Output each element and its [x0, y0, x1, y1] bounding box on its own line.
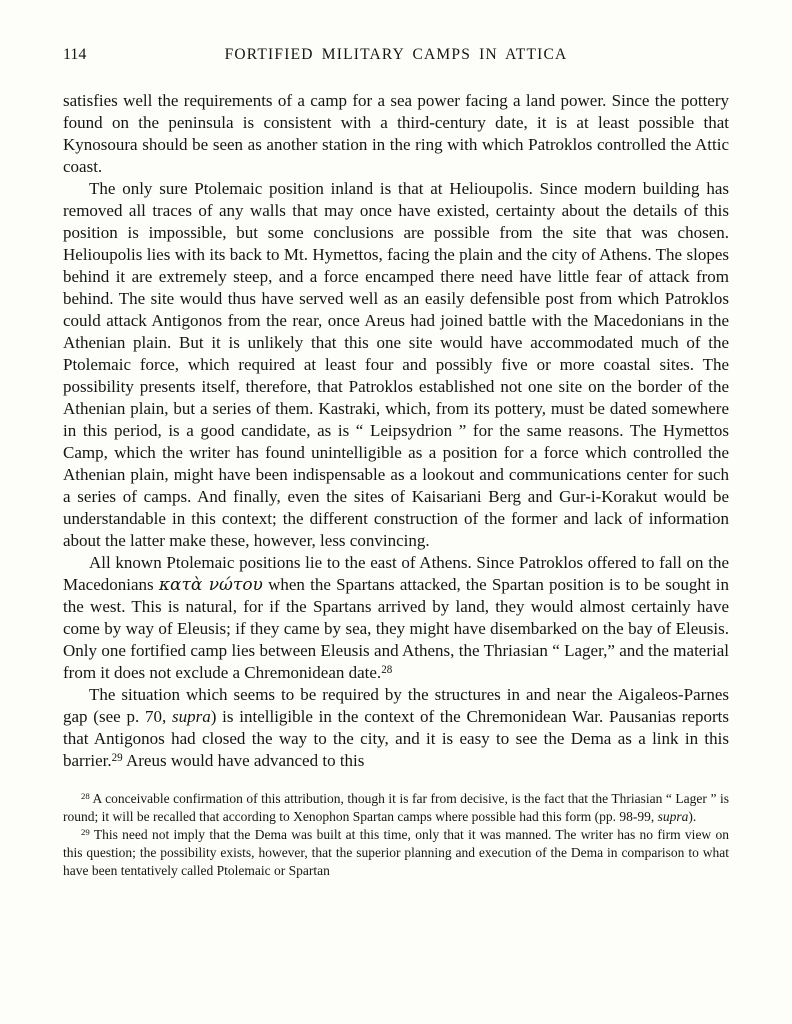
footnotes	[63, 790, 729, 880]
text-segment: ).	[688, 809, 697, 824]
text-segment: This need not imply that the Dema was built at this time, only that it was manned. The writer has no firm view on this question; the possibility exists, however, that the superior planning and execution of the Dema in comparison to what have been tentatively called Ptolemaic or Spartan	[63, 827, 729, 878]
text-segment: The only sure Ptolemaic position inland is that at Helioupolis. Since modern building has removed all traces of any walls that may once have existed, certainty about the details of this position is impossible, but some conclusions are possible from the site that was chosen. Helioupolis lies with its back to Mt. Hymettos, facing the plain and the city of Athens. The slopes behind it are extremely steep, and a force encamped there need have little fear of attack from behind. The site would thus have served well as an easily defensible post from which Patroklos could attack Antigonos from the rear, once Areus had joined battle with the Macedonians in the Athenian plain. But it is unlikely that this one site would have accommodated much of the Ptolemaic force, which required at least four and possibly five or more coastal sites. The possibility presents itself, therefore, that Patroklos established not one site on the border of the Athenian plain, but a series of them. Kastraki, which, from its pottery, must be dated somewhere in this period, is a good candidate, as is “ Leipsydrion ” for the same reasons. The Hymettos Camp, which the writer has found unintelligible as a position for a force which controlled the Athenian plain, might have been indispensable as a lookout and communications center for such a series of camps. And finally, even the sites of Kaisariani Berg and Gur-i-Korakut would be understandable in this context; the different construction of the former and lack of information about the latter make these, however, less convincing.	[63, 179, 729, 550]
italic-segment: supra	[171, 707, 211, 726]
sup-segment: 29	[111, 752, 123, 765]
text-segment: The situation which seems to be required by the structures in and near the Aigaleos-Parnes gap (see p. 70,	[63, 685, 729, 726]
page-number: 114	[63, 46, 87, 63]
text-segment: satisfies well the requirements of a camp for a sea power facing a land power. Since the pottery found on the peninsula is consistent with a third-century date, it is at least possible that Kynosoura should be seen as another station in the ring with which Patroklos controlled the Attic coast.	[63, 91, 729, 176]
text-segment: ) is intelligible in the context of the Chremonidean War. Pausanias reports that Antigonos had closed the way to the city, and it is easy to see the Dema as a link in this barrier.	[63, 707, 729, 770]
greek-segment: κατὰ νώτου	[158, 575, 263, 595]
paragraph	[63, 684, 729, 772]
paragraph	[63, 90, 729, 178]
text-segment: when the Spartans attacked, the Spartan position is to be sought in the west. This is natural, for if the Spartans arrived by land, they would almost certainly have come by way of Eleusis; if they came by sea, they might have disembarked on the bay of Eleusis. Only one fortified camp lies between Eleusis and Athens, the Thriasian “ Lager,” and the material from it does not exclude a Chremonidean date.	[63, 575, 729, 682]
footnote	[63, 826, 729, 880]
running-title: FORTIFIED MILITARY CAMPS IN ATTICA	[224, 46, 568, 63]
text-segment: All known Ptolemaic positions lie to the east of Athens. Since Patroklos offered to fall on the Macedonians	[63, 553, 729, 594]
body-text	[63, 90, 729, 772]
paragraph	[63, 552, 729, 684]
sup-segment: 28	[381, 664, 393, 677]
text-segment: A conceivable confirmation of this attribution, though it is far from decisive, is the fact that the Thriasian “ Lager ” is round; it will be recalled that according to Xenophon Spartan camps where possible had this form (pp. 98-99,	[63, 791, 729, 824]
sup-segment: 28	[81, 791, 90, 802]
running-head	[63, 46, 729, 66]
sup-segment: 29	[81, 827, 90, 838]
italic-segment: supra	[657, 809, 689, 824]
text-segment: Areus would have advanced to this	[122, 751, 365, 770]
footnote	[63, 790, 729, 826]
paragraph	[63, 178, 729, 552]
